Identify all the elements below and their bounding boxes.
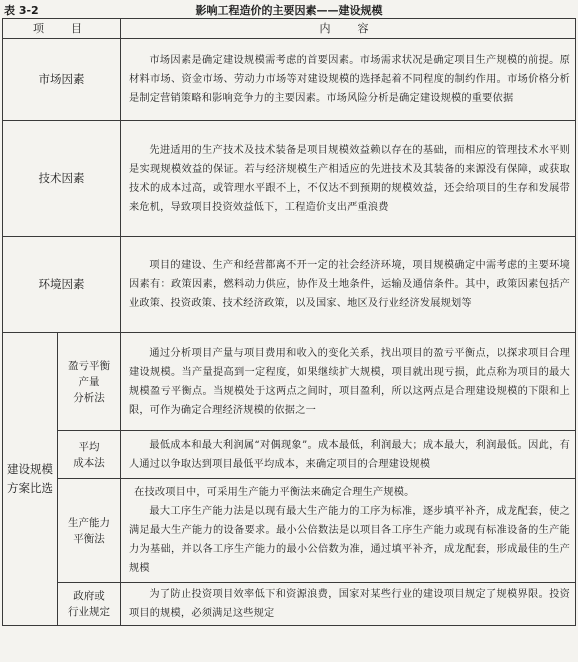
row-content [121, 583, 576, 626]
row-label: 技术因素 [3, 121, 121, 237]
content-paragraph: 在技改项目中，可采用生产能力平衡法来确定合理生产规模。 [134, 487, 415, 498]
sub-label-line: 生产能力 [68, 516, 110, 529]
column-header-item: 项 目 [3, 19, 121, 39]
sub-label [58, 431, 121, 479]
group-label-line: 方案比选 [7, 481, 53, 495]
sub-label-line: 盈亏平衡 [68, 359, 110, 372]
sub-label-line: 产量 [78, 375, 100, 388]
sub-label-line: 政府或 [73, 590, 105, 602]
sub-label [58, 479, 121, 583]
content-paragraph: 项目的建设、生产和经营都离不开一定的社会经济环境，项目规模确定中需考虑的主要环境因素有：政策因素，燃料动力供应，协作及土地条件，运输及通信条件。其中，政策因素包括产业政策、投资政策、技术经济政策，以及国家、地区及行业经济发展规划等 [129, 260, 570, 309]
table-row [3, 479, 576, 583]
table-row [3, 333, 576, 431]
table-row [3, 39, 576, 121]
content-paragraph: 最大工序生产能力法是以现有最大生产能力的工序为标准，逐步填平补齐，成龙配套，使之满足最大生产能力的设备要求。最小公倍数法是以项目各工序生产能力或现有标准设备的生产能力为基础，并以各工序生产能力的最小公倍数为准，通过填平补齐，成龙配套，形成最佳的生产规模 [129, 506, 570, 574]
row-content [121, 237, 576, 333]
content-paragraph: 最低成本和最大利润属“对偶现象”。成本最低，利润最大；成本最大，利润最低。因此，有人通过以争取达到项目最低平均成本，来确定项目的合理建设规模 [129, 439, 570, 470]
content-paragraph: 通过分析项目产量与项目费用和收入的变化关系，找出项目的盈亏平衡点，以探求项目合理建设规模。当产量提高到一定程度，如果继续扩大规模，项目就出现亏损，此点称为项目的最大规模盈亏平衡点。当规模处于这两点之间时，项目盈利，所以这两点是合理建设规模的下限和上限，可作为确定合理经济规模的依据之一 [129, 347, 570, 416]
content-paragraph: 为了防止投资项目效率低下和资源浪费，国家对某些行业的建设项目规定了规模界限。投资项目的规模，必须满足这些规定 [129, 589, 570, 619]
row-content [121, 121, 576, 237]
row-label: 市场因素 [3, 39, 121, 121]
table-row [3, 237, 576, 333]
group-label [3, 333, 58, 626]
row-content [121, 431, 576, 479]
content-paragraph: 市场因素是确定建设规模需考虑的首要因素。市场需求状况是确定项目生产规模的前提。原材料市场、资金市场、劳动力市场等对建设规模的选择起着不同程度的制约作用。市场价格分析是制定营销策略和影响竞争力的主要因素。市场风险分析是确定建设规模的重要依据 [129, 55, 570, 104]
sub-label-line: 行业规定 [68, 606, 110, 618]
sub-label-line: 分析法 [73, 391, 105, 404]
sub-label-line: 平衡法 [73, 532, 105, 545]
row-content [121, 39, 576, 121]
sub-label [58, 583, 121, 626]
table-row [3, 121, 576, 237]
factors-table [2, 18, 576, 626]
table-title: 影响工程造价的主要因素——建设规模 [195, 4, 383, 17]
row-label: 环境因素 [3, 237, 121, 333]
row-content [121, 333, 576, 431]
row-content [121, 479, 576, 583]
table-row [3, 431, 576, 479]
group-label-line: 建设规模 [7, 462, 53, 476]
content-paragraph: 先进适用的生产技术及技术装备是项目规模效益赖以存在的基础，而相应的管理技术水平则是实现规模效益的保证。若与经济规模生产相适应的先进技术及其装备的来源没有保障，或获取技术的成本过高，或管理水平跟不上，不仅达不到预期的规模效益，还会给项目的生存和发展带来危机，导致项目投资效益低下，工程造价支出严重浪费 [129, 144, 570, 213]
sub-label [58, 333, 121, 431]
sub-label-line: 平均 [78, 440, 100, 453]
sub-label-line: 成本法 [73, 456, 105, 469]
table-row [3, 583, 576, 626]
column-header-content: 内 容 [121, 19, 576, 39]
header-row [3, 19, 576, 39]
table-number: 表 3-2 [4, 4, 39, 17]
